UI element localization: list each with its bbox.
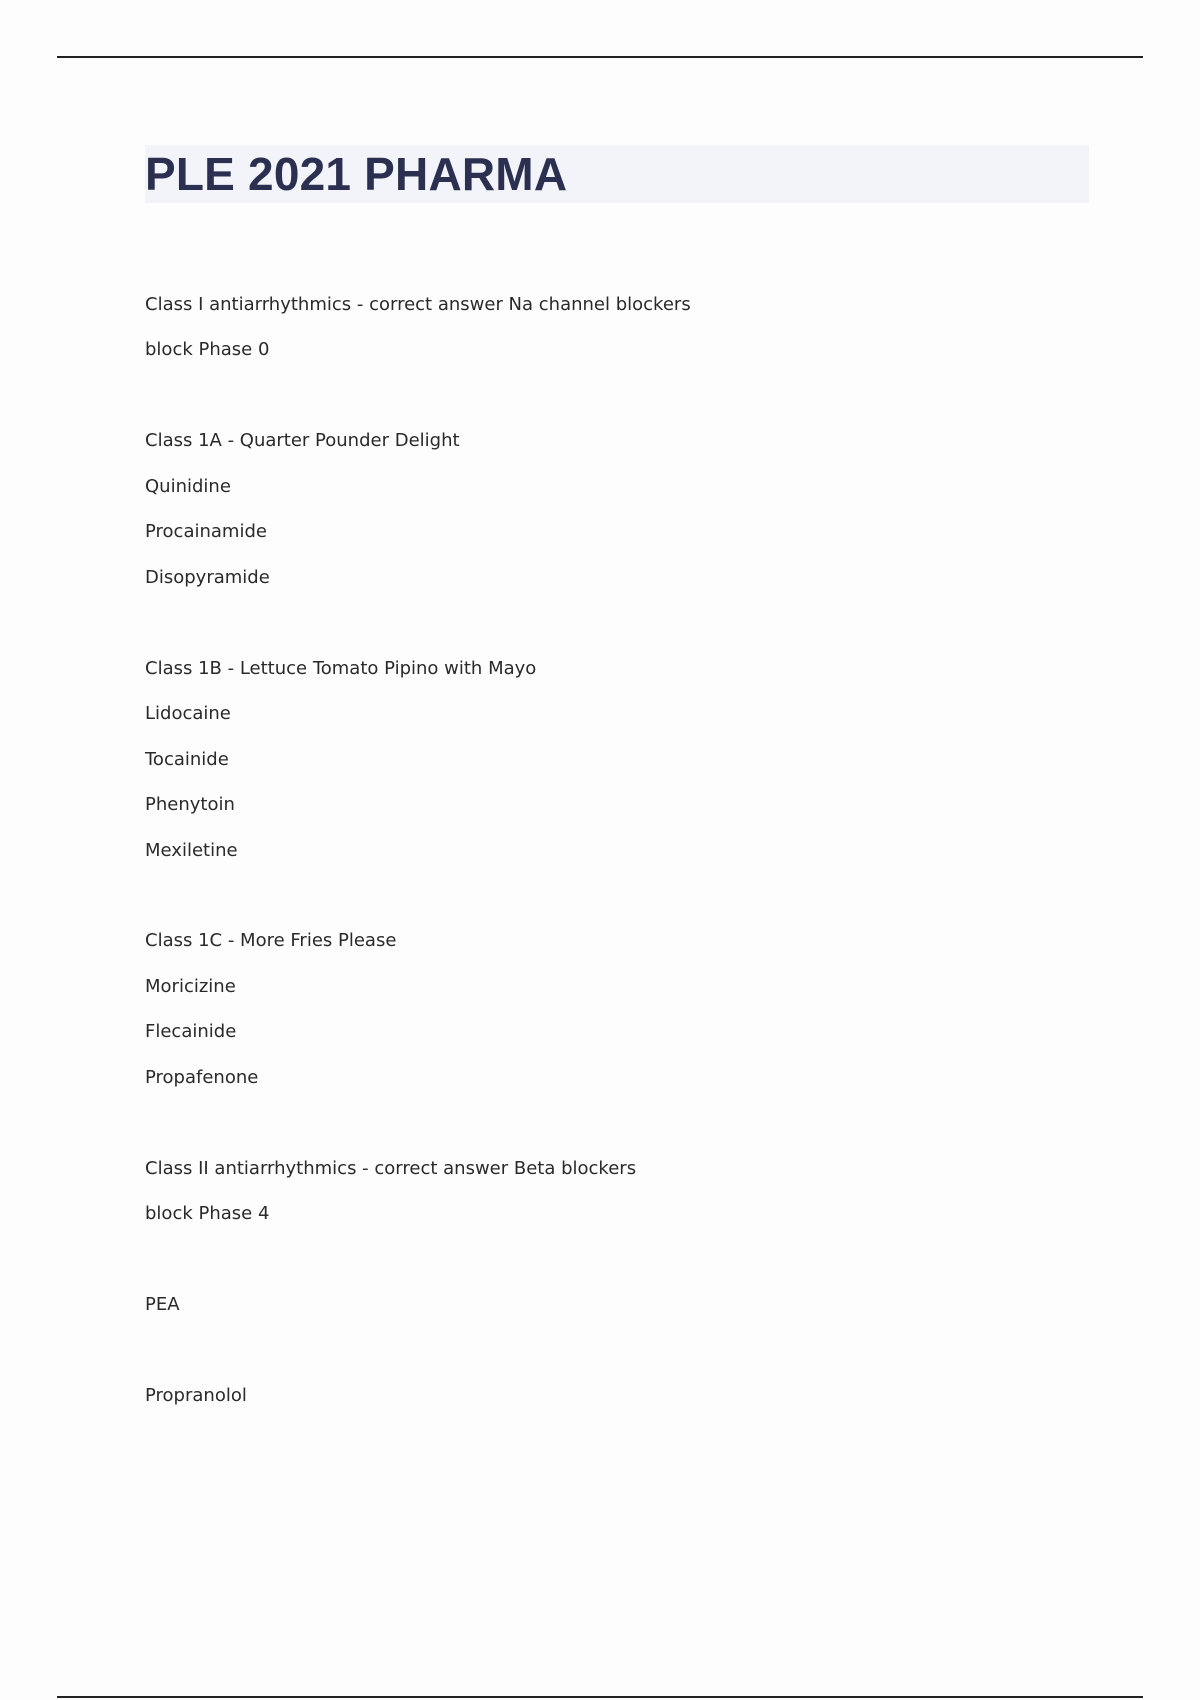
text-line: Class II antiarrhythmics - correct answer Beta blockers xyxy=(145,1158,637,1179)
text-line: Flecainide xyxy=(145,1021,237,1042)
text-line: Disopyramide xyxy=(145,567,270,588)
top-rule xyxy=(57,56,1143,58)
text-line: Tocainide xyxy=(145,749,229,770)
text-line: Class I antiarrhythmics - correct answer Na channel blockers xyxy=(145,294,691,315)
text-line: Class 1A - Quarter Pounder Delight xyxy=(145,430,460,451)
text-line: PEA xyxy=(145,1294,180,1315)
text-line: Class 1C - More Fries Please xyxy=(145,930,397,951)
text-line: Phenytoin xyxy=(145,794,235,815)
text-line: Procainamide xyxy=(145,521,267,542)
bottom-rule xyxy=(57,1696,1143,1698)
text-line: Lidocaine xyxy=(145,703,231,724)
text-line: block Phase 4 xyxy=(145,1203,270,1224)
text-line: Moricizine xyxy=(145,976,236,997)
text-line: Mexiletine xyxy=(145,840,238,861)
text-line: Propranolol xyxy=(145,1385,247,1406)
text-line: Propafenone xyxy=(145,1067,259,1088)
text-line: block Phase 0 xyxy=(145,339,270,360)
text-line: Class 1B - Lettuce Tomato Pipino with Mayo xyxy=(145,658,537,679)
text-line: Quinidine xyxy=(145,476,231,497)
page-title: PLE 2021 PHARMA xyxy=(145,148,568,200)
